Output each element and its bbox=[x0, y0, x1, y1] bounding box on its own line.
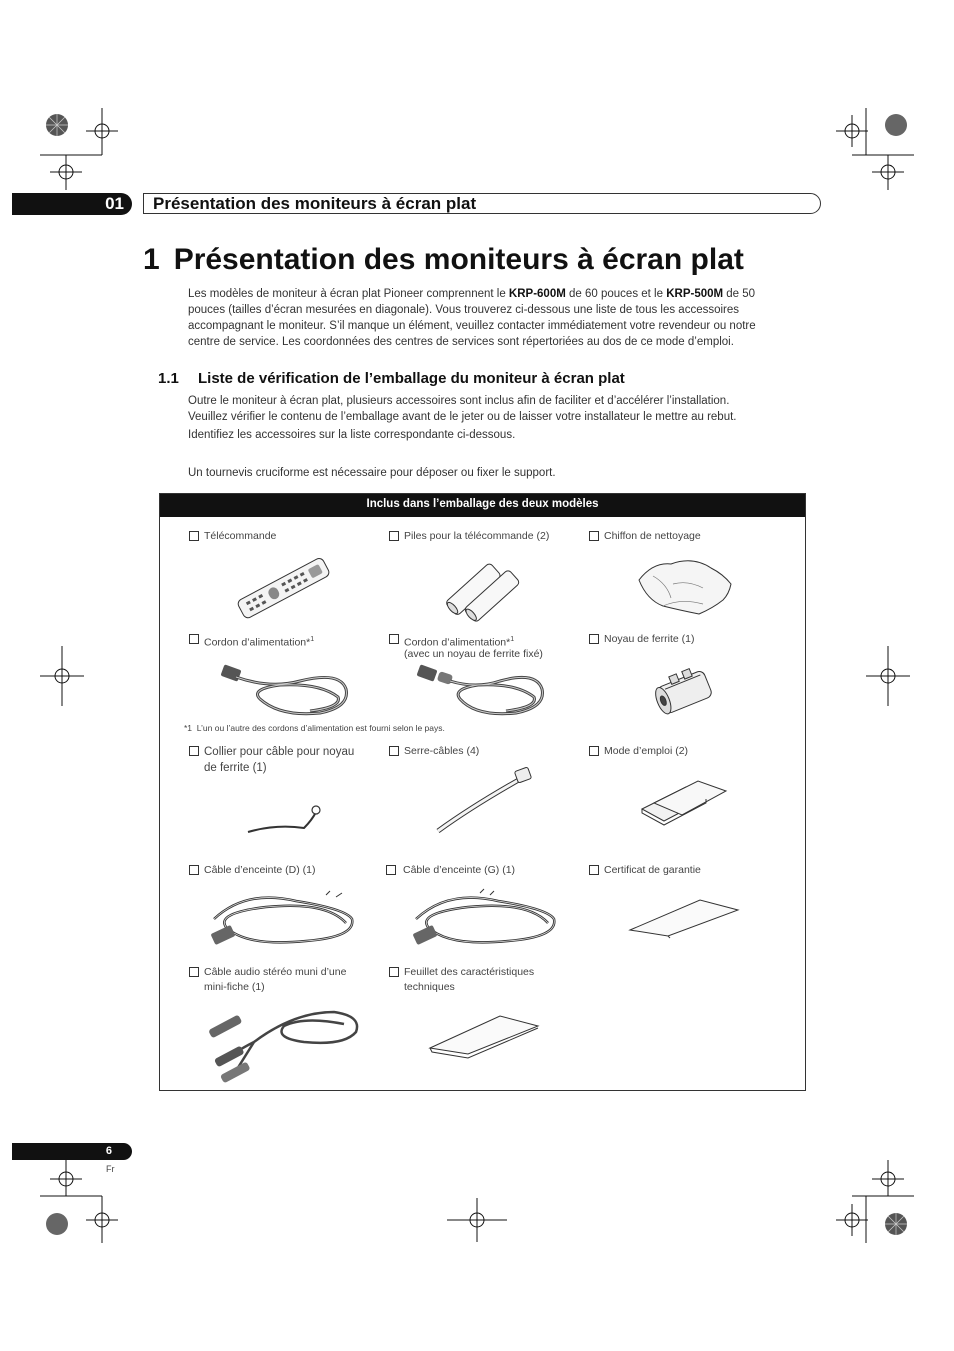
batteries-icon bbox=[434, 560, 534, 620]
warranty-sheet-icon bbox=[628, 896, 742, 938]
spec-sheet-icon bbox=[428, 1014, 542, 1062]
section-paragraph bbox=[188, 393, 736, 443]
cable-tie-icon bbox=[434, 769, 534, 835]
checklist-heading: Inclus dans l’emballage des deux modèles bbox=[160, 494, 805, 517]
audio-cable-icon bbox=[204, 1002, 362, 1088]
checkbox[interactable] bbox=[589, 634, 599, 644]
footnote: *1 L’un ou l’autre des cordons d’alimentation est fourni selon le pays. bbox=[184, 723, 445, 733]
model-krp500m: KRP-500M bbox=[666, 288, 724, 300]
accessory-checklist-box: Inclus dans l’emballage des deux modèles Télécommande Piles pour la télécommande (2) Chiffon de nettoyage Cordon d’alimentation*$^1$ Cordon d’alimentation*$^1$ (avec un noyau de ferrite fixé) Noyau de ferrite (1) *1 L’un ou l’autre des cordons d’alimentation est fourni selon le pays. Collier pour câble pour noyau de ferrite (1) Serre-câbles (4) Mode d’emploi (2) Câble d’enceinte (D) (1) Câble d’enceinte (G) (1) Certificat de garantie Câble audio stéréo muni d’une mini-fiche (1) Feuillet des caractéristiques techniques bbox=[159, 493, 806, 1091]
power-cord-ferrite-icon bbox=[416, 659, 548, 723]
speaker-cable-icon bbox=[206, 889, 356, 951]
power-cord-icon bbox=[220, 659, 352, 723]
cable-clamp-icon bbox=[246, 802, 326, 836]
section-heading bbox=[158, 370, 625, 387]
checkbox[interactable] bbox=[389, 746, 399, 756]
language-code: Fr bbox=[106, 1164, 115, 1174]
checkbox[interactable] bbox=[189, 746, 199, 756]
page-title bbox=[143, 243, 744, 277]
checkbox[interactable] bbox=[589, 531, 599, 541]
section-number: 1.1 bbox=[158, 370, 179, 387]
intro-line-1: Les modèles de moniteur à écran plat Pioneer comprennent le KRP-600M de 60 pouces et le KRP-500M de 50 bbox=[188, 288, 756, 300]
speaker-cable-icon bbox=[408, 889, 558, 951]
section-line-2: Veuillez vérifier le contenu de l’emballage avant de le jeter ou de laisser votre installateur le mettre au rebut. bbox=[188, 411, 737, 423]
remote-control-icon bbox=[234, 556, 334, 622]
page-number-badge: 6 bbox=[12, 1143, 132, 1160]
ferrite-core-icon bbox=[650, 662, 720, 724]
intro-line-3: accompagnant le moniteur. S’il manque un élément, veuillez contacter immédiatement votre revendeur ou notre bbox=[188, 320, 756, 332]
section-line-3: Identifiez les accessoires sur la liste correspondante ci-dessous. bbox=[188, 429, 516, 441]
model-krp600m: KRP-600M bbox=[508, 288, 566, 300]
checkbox[interactable] bbox=[389, 634, 399, 644]
chapter-number-badge: 01 bbox=[12, 193, 132, 215]
checkbox[interactable] bbox=[189, 865, 199, 875]
cleaning-cloth-icon bbox=[633, 554, 738, 619]
page-title-text: Présentation des moniteurs à écran plat bbox=[173, 243, 744, 276]
checkbox[interactable] bbox=[589, 865, 599, 875]
section-title: Liste de vérification de l’emballage du moniteur à écran plat bbox=[198, 370, 625, 387]
screwdriver-note: Un tournevis cruciforme est nécessaire pour déposer ou fixer le support. bbox=[188, 467, 556, 479]
chapter-header-title: Présentation des moniteurs à écran plat bbox=[153, 194, 477, 213]
checkbox[interactable] bbox=[386, 865, 396, 875]
intro-line-4: centre de service. Les coordonnées des centres de services sont répertoriées au dos de ce mode d’emploi. bbox=[188, 336, 734, 348]
checkbox[interactable] bbox=[589, 746, 599, 756]
checkbox[interactable] bbox=[189, 531, 199, 541]
checkbox[interactable] bbox=[189, 967, 199, 977]
checkbox[interactable] bbox=[389, 531, 399, 541]
page-title-number: 1 bbox=[143, 243, 160, 276]
checkbox[interactable] bbox=[189, 634, 199, 644]
section-line-1: Outre le moniteur à écran plat, plusieurs accessoires sont inclus afin de faciliter et d’accélérer l’installation. bbox=[188, 395, 730, 407]
checkbox[interactable] bbox=[389, 967, 399, 977]
intro-line-2: pouces (tailles d’écran mesurées en diagonale). Vous trouverez ci-dessous une liste de tous les accessoires bbox=[188, 304, 740, 316]
manual-icon bbox=[640, 779, 730, 829]
intro-paragraph bbox=[188, 286, 756, 350]
